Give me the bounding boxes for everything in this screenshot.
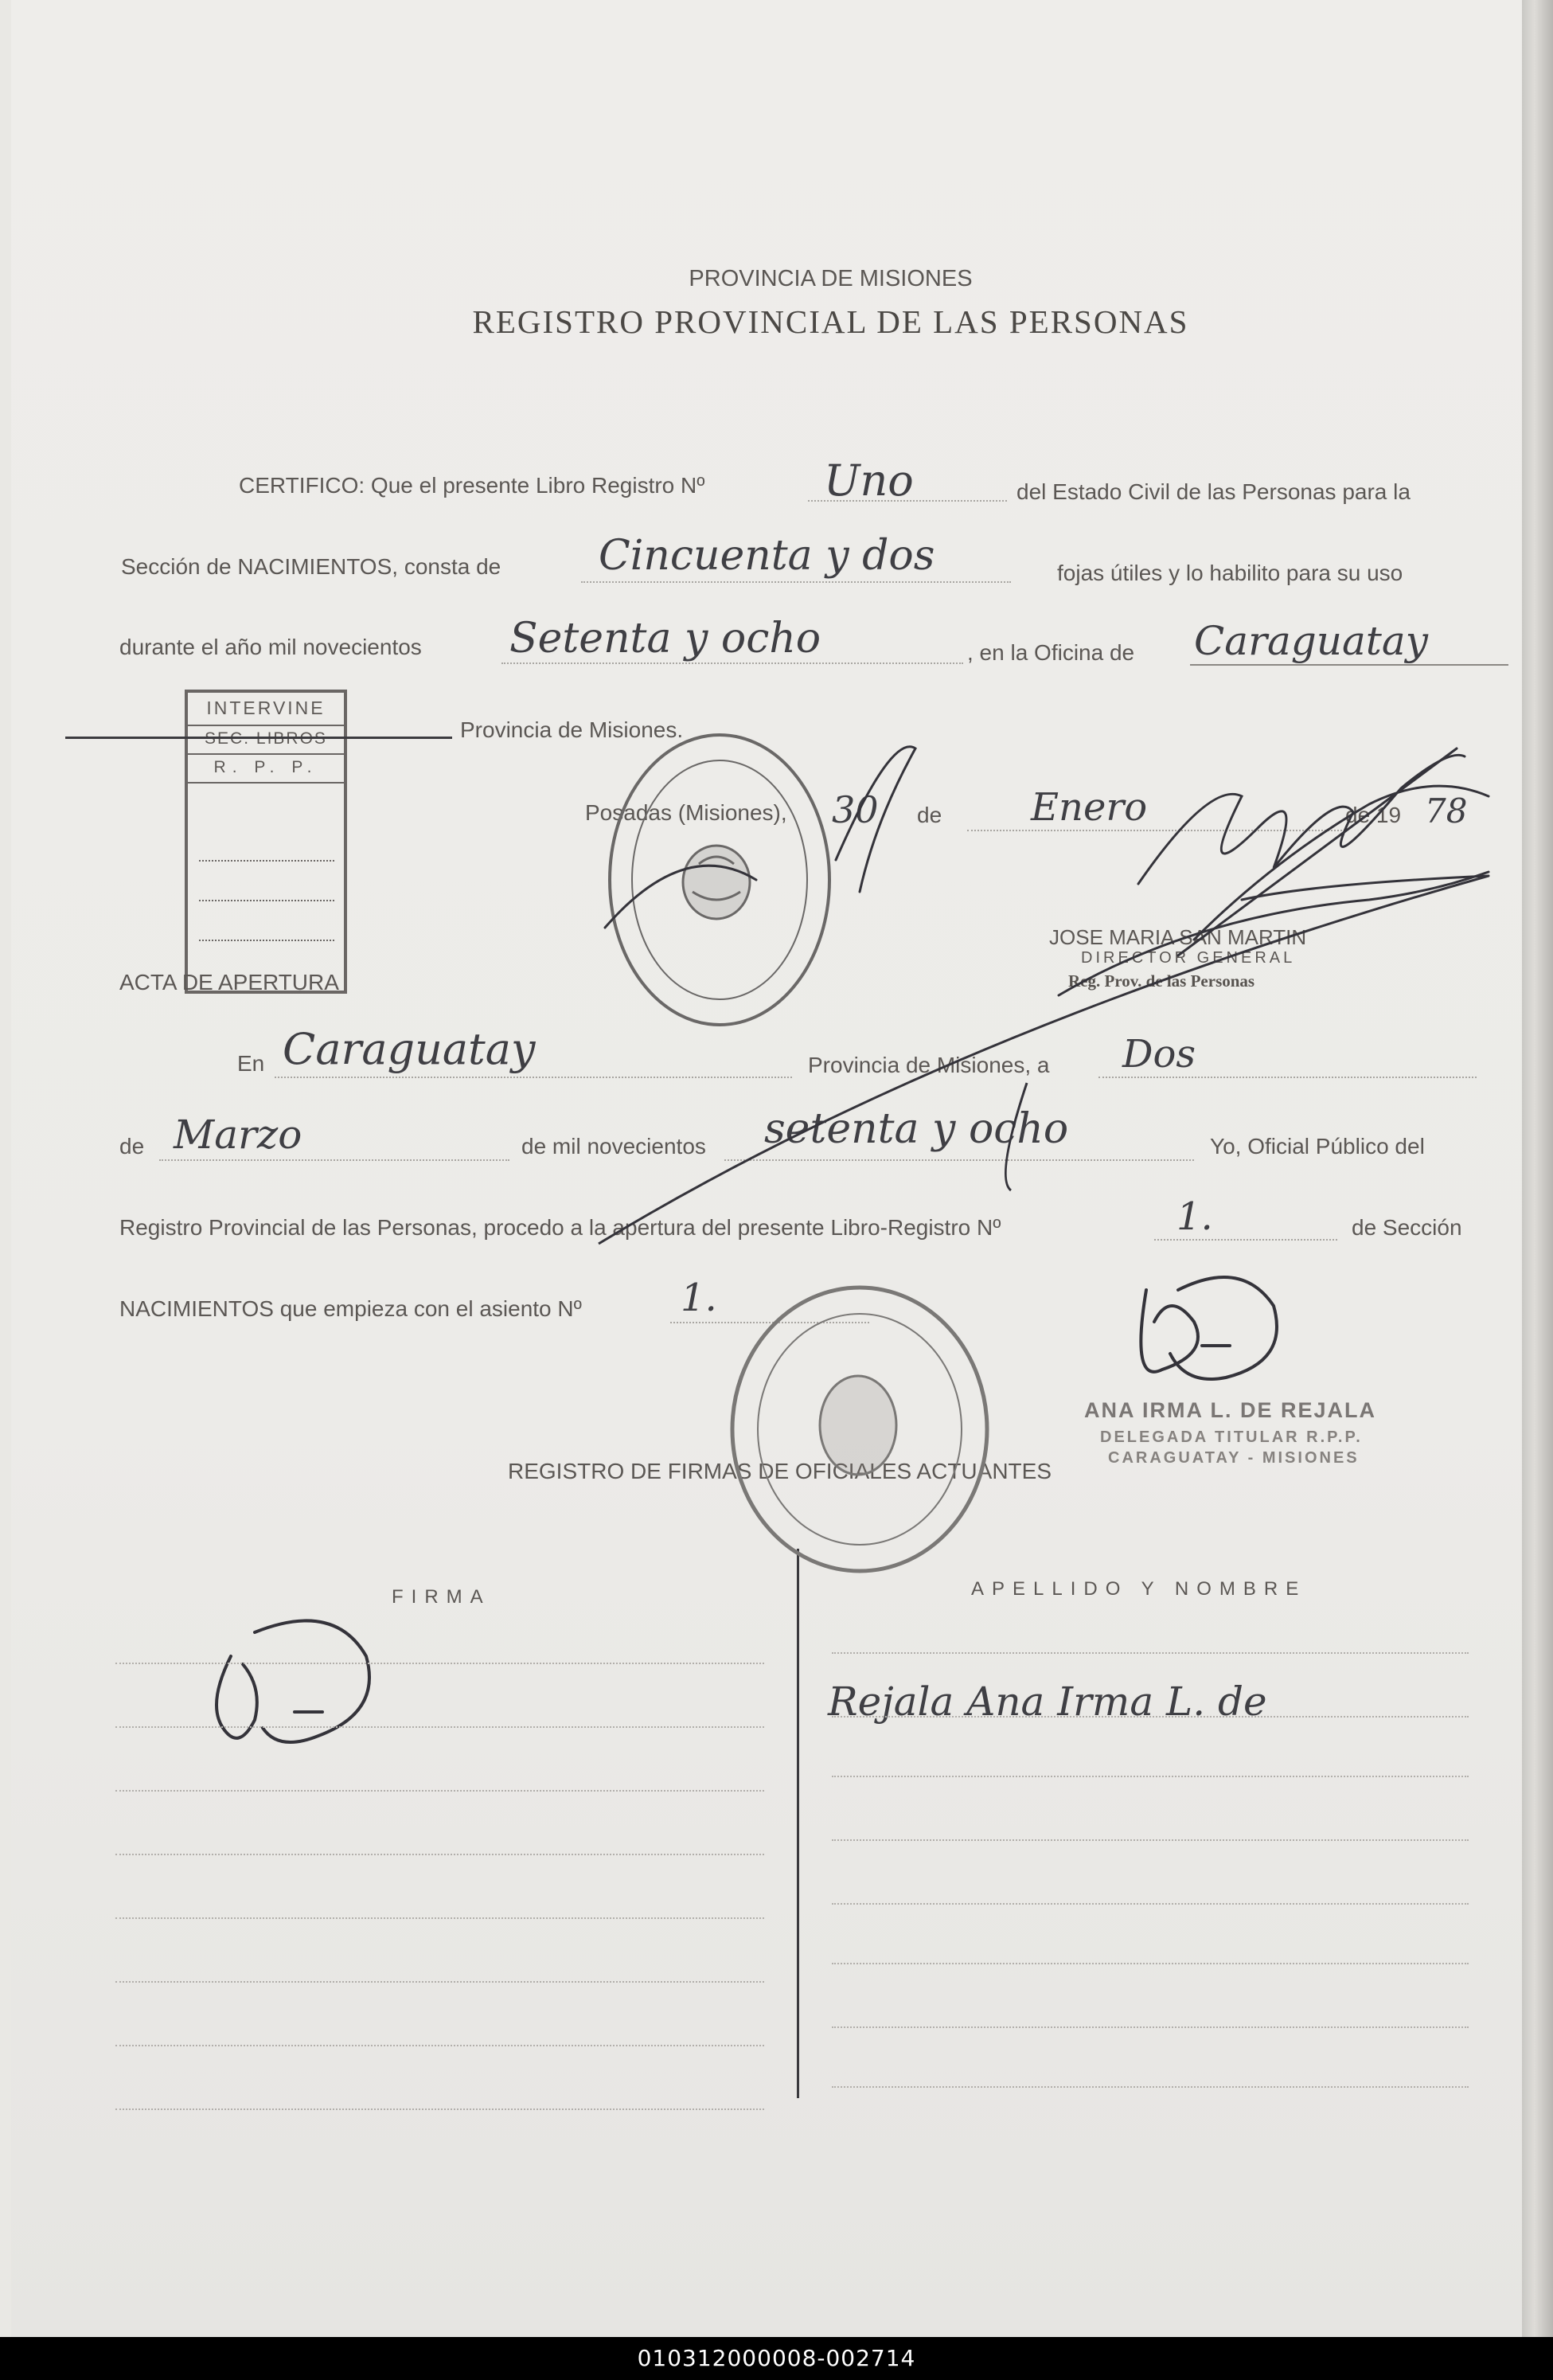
register-rule-line bbox=[832, 2086, 1469, 2088]
register-rule-line bbox=[832, 1716, 1469, 1718]
register-rule-line bbox=[832, 1903, 1469, 1905]
delegate-place: CARAGUATAY - MISIONES bbox=[1108, 1449, 1360, 1467]
acta-en: En bbox=[237, 1051, 265, 1076]
cert-year-line bbox=[501, 662, 963, 664]
cert-pages-count: Cincuenta y dos bbox=[599, 532, 935, 580]
register-rule-line bbox=[115, 2108, 764, 2110]
acta-prov: Provincia de Misiones, a bbox=[808, 1053, 1050, 1077]
header-registry: REGISTRO PROVINCIAL DE LAS PERSONAS bbox=[472, 303, 1189, 340]
cert-de: de bbox=[917, 803, 942, 827]
intervine-stamp-line3: R. P. P. bbox=[213, 758, 318, 776]
acta-entry-no-line bbox=[670, 1322, 869, 1323]
acta-entry-no: 1. bbox=[681, 1276, 717, 1320]
cert-line3-pre: durante el año mil novecientos bbox=[119, 635, 422, 659]
acta-month: Marzo bbox=[174, 1112, 302, 1158]
cert-line2-post: fojas útiles y lo habilito para su uso bbox=[1057, 561, 1403, 585]
delegate-name: ANA IRMA L. DE REJALA bbox=[1084, 1398, 1377, 1422]
acta-line3-pre: Registro Provincial de las Personas, procedo a la apertura del presente Libro-Registro Nº bbox=[119, 1215, 1001, 1240]
acta-month-line bbox=[159, 1159, 509, 1161]
cert-month: Enero bbox=[1031, 785, 1148, 830]
cert-pages-line bbox=[581, 581, 1011, 583]
cert-year-suffix: 78 bbox=[1425, 791, 1468, 830]
archive-id: 010312000008-002714 bbox=[637, 2345, 916, 2371]
delegate-title: DELEGADA TITULAR R.P.P. bbox=[1100, 1428, 1363, 1446]
register-rule-line bbox=[832, 1963, 1469, 1964]
cert-year-words: Setenta y ocho bbox=[509, 615, 821, 662]
register-rule-line bbox=[115, 1726, 764, 1728]
signatory-title: DIRECTOR GENERAL bbox=[1081, 949, 1296, 967]
acta-yo: Yo, Oficial Público del bbox=[1210, 1134, 1425, 1159]
col-firma-header: FIRMA bbox=[392, 1586, 491, 1608]
register-rule-line bbox=[115, 1917, 764, 1919]
acta-place-line bbox=[275, 1077, 792, 1078]
cert-office: Caraguatay bbox=[1194, 618, 1428, 664]
cert-line2-pre: Sección de NACIMIENTOS, consta de bbox=[121, 554, 501, 579]
register-rule-line bbox=[115, 1790, 764, 1792]
acta-year-words: setenta y ocho bbox=[764, 1105, 1069, 1153]
cert-month-line bbox=[967, 830, 1345, 831]
acta-line3-post: de Sección bbox=[1352, 1215, 1462, 1240]
intervine-stamp bbox=[185, 690, 347, 994]
register-rule-line bbox=[115, 1981, 764, 1983]
col-apellido-header: APELLIDO Y NOMBRE bbox=[971, 1578, 1307, 1600]
acta-day-line bbox=[1098, 1077, 1477, 1078]
register-rule-line bbox=[115, 1663, 764, 1664]
column-divider bbox=[797, 1549, 799, 2098]
register-rule-line bbox=[832, 1839, 1469, 1841]
register-rule-line bbox=[832, 2026, 1469, 2028]
intervine-stamp-line2: SEC. LIBROS bbox=[205, 729, 327, 748]
header-province: PROVINCIA DE MISIONES bbox=[689, 266, 973, 291]
cert-line4: Provincia de Misiones. bbox=[460, 717, 684, 742]
register-rule-line bbox=[832, 1652, 1469, 1654]
cert-year-pre: de 19 bbox=[1345, 803, 1402, 827]
cert-office-line bbox=[1190, 664, 1508, 666]
acta-book-no: 1. bbox=[1176, 1194, 1213, 1239]
cert-line1-post: del Estado Civil de las Personas para la bbox=[1016, 479, 1411, 504]
signatures-title: REGISTRO DE FIRMAS DE OFICIALES ACTUANTES bbox=[508, 1459, 1052, 1483]
cert-day: 30 bbox=[832, 788, 879, 831]
acta-book-no-line bbox=[1154, 1239, 1337, 1241]
acta-de: de bbox=[119, 1134, 145, 1159]
acta-place: Caraguatay bbox=[283, 1024, 536, 1074]
acta-year-line bbox=[724, 1159, 1194, 1161]
cert-place: Posadas (Misiones), bbox=[585, 800, 787, 825]
signatory-name: JOSE MARIA SAN MARTIN bbox=[1049, 925, 1307, 949]
intervine-stamp-line1: INTERVINE bbox=[206, 698, 326, 718]
page-edge bbox=[1522, 0, 1553, 2337]
cert-line3-mid: , en la Oficina de bbox=[967, 640, 1135, 665]
entry-name: Rejala Ana Irma L. de bbox=[828, 1679, 1267, 1725]
register-rule-line bbox=[832, 1776, 1469, 1777]
cert-line1-pre: CERTIFICO: Que el presente Libro Registro Nº bbox=[239, 473, 705, 498]
register-rule-line bbox=[115, 1854, 764, 1855]
document-page bbox=[11, 0, 1522, 2337]
acta-mil: de mil novecientos bbox=[521, 1134, 706, 1159]
acta-day: Dos bbox=[1122, 1032, 1196, 1077]
signatory-office: Reg. Prov. de las Personas bbox=[1068, 971, 1255, 991]
intervine-strike-line bbox=[65, 737, 452, 739]
cert-book-number: Uno bbox=[824, 455, 914, 506]
acta-line4-pre: NACIMIENTOS que empieza con el asiento Nº bbox=[119, 1296, 582, 1321]
acta-title: ACTA DE APERTURA bbox=[119, 970, 339, 995]
register-rule-line bbox=[115, 2045, 764, 2046]
